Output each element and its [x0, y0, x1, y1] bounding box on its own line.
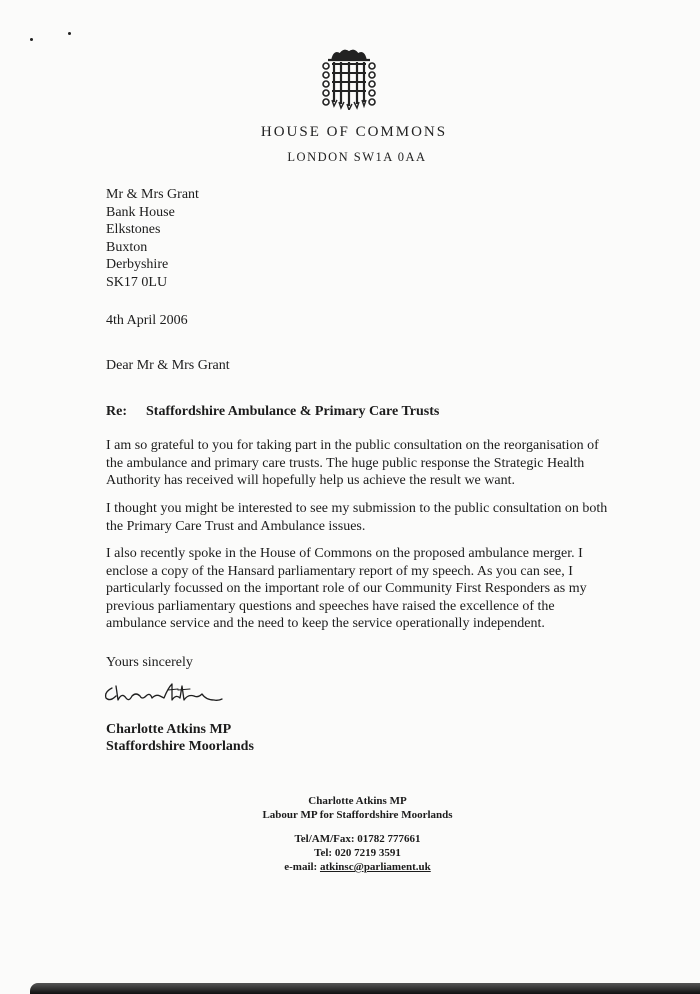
signatory-constituency: Staffordshire Moorlands — [106, 739, 254, 754]
footer-telephone-office: Tel/AM/Fax: 01782 777661 — [294, 833, 421, 845]
footer-email-line — [255, 860, 460, 874]
footer-contact — [255, 794, 460, 874]
address-line: Derbyshire — [106, 257, 169, 272]
footer-email-link[interactable]: atkinsc@parliament.uk — [319, 861, 431, 873]
closing: Yours sincerely — [106, 655, 193, 670]
letter-date: 4th April 2006 — [106, 313, 188, 328]
footer-email-label: e-mail: — [284, 861, 320, 873]
address-line: Buxton — [106, 239, 148, 255]
address-line: SK17 0LU — [106, 274, 168, 290]
subject-line — [106, 404, 439, 420]
address-line: Mr & Mrs Grant — [106, 187, 199, 202]
footer-telephone-london: Tel: 020 7219 3591 — [314, 847, 401, 859]
signatory-name: Charlotte Atkins MP — [106, 722, 232, 737]
address-line: Elkstones — [106, 222, 161, 237]
salutation: Dear Mr & Mrs Grant — [106, 358, 230, 373]
body-paragraph: I am so grateful to you for taking part in the public consultation on the reorganisation of the ambulance and primary care trusts. The huge public response the Strategic Health Authority has received will hopefully help us achieve the result we want. — [106, 438, 599, 489]
letterhead-city: LONDON SW1A 0AA — [287, 150, 427, 164]
handwritten-signature — [102, 680, 224, 708]
footer-name: Charlotte Atkins MP — [308, 795, 407, 807]
address-line: Bank House — [106, 204, 175, 220]
footer-role: Labour MP for Staffordshire Moorlands — [262, 809, 453, 821]
recipient-address — [106, 186, 199, 291]
letterhead-organization: HOUSE OF COMMONS — [260, 124, 448, 140]
body-paragraph: I also recently spoke in the House of Commons on the proposed ambulance merger. I enclose a copy of the Hansard parliamentary report of my speech. As you can see, I particularly focussed on the important role of our Community First Responders as my previous parliamentary questions and speeches have raised the excellence of the ambulance service and the need to keep the service operationally independent. — [106, 546, 587, 632]
scan-speck — [30, 38, 33, 41]
scan-edge-bar — [30, 983, 700, 994]
body-paragraph: I thought you might be interested to see my submission to the public consultation on both the Primary Care Trust and Ambulance issues. — [106, 501, 608, 534]
subject-prefix: Re: — [106, 404, 127, 419]
subject-text: Staffordshire Ambulance & Primary Care Trusts — [146, 404, 440, 419]
scan-speck — [68, 32, 71, 35]
portcullis-crest-icon — [320, 44, 378, 110]
